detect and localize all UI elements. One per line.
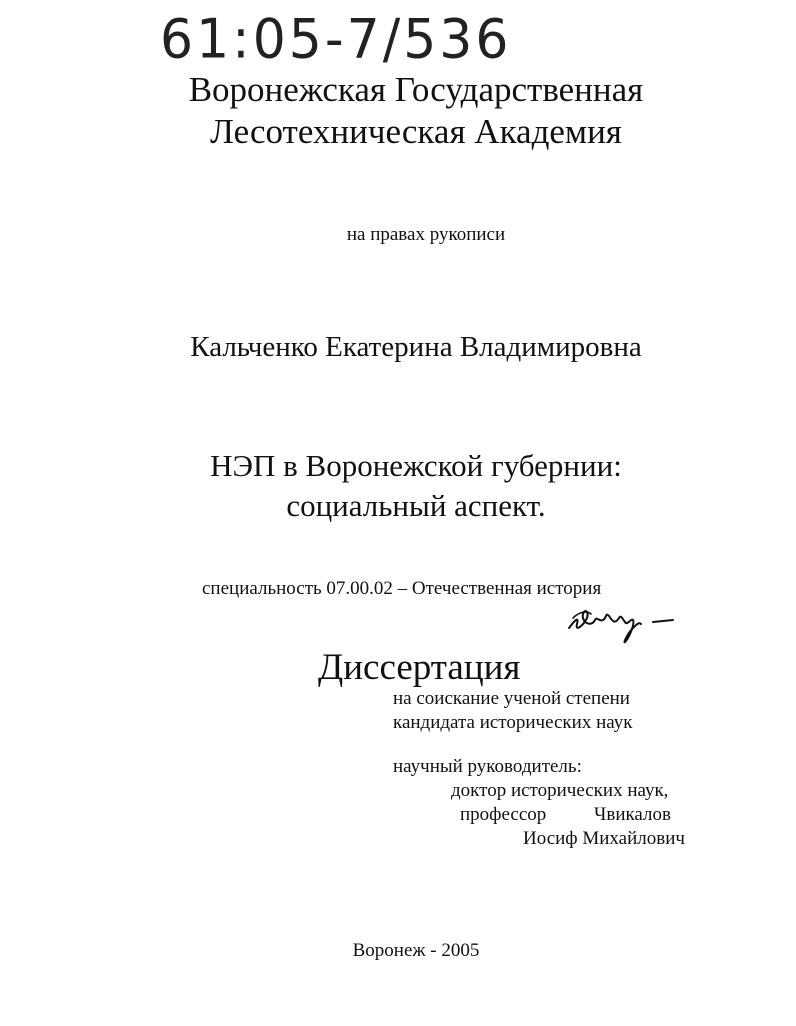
supervisor-given-names: Иосиф Михайлович [523, 828, 685, 849]
degree-line1: на соискание ученой степени [393, 688, 630, 709]
institution-name-line1: Воронежская Государственная [188, 70, 644, 109]
supervisor-label: научный руководитель: [393, 756, 582, 777]
supervisor-surname: Чвикалов [594, 804, 671, 825]
archive-number-handwritten: 61:05-7/536 [160, 8, 512, 71]
degree-line2: кандидата исторических наук [393, 712, 633, 733]
supervisor-degree: доктор исторических наук, [451, 780, 669, 801]
manuscript-rights-note: на правах рукописи [346, 224, 506, 245]
specialty-line: специальность 07.00.02 – Отечественная история [202, 578, 602, 599]
institution-name-line2: Лесотехническая Академия [210, 112, 622, 151]
city-year: Воронеж - 2005 [352, 940, 480, 961]
author-name: Кальченко Екатерина Владимировна [190, 331, 642, 363]
dissertation-heading: Диссертация [318, 647, 521, 688]
supervisor-title: профессор [460, 804, 547, 825]
thesis-title-line1: НЭП в Воронежской губернии: [210, 448, 622, 483]
thesis-title-line2: социальный аспект. [286, 488, 546, 523]
signature-icon [565, 598, 677, 644]
